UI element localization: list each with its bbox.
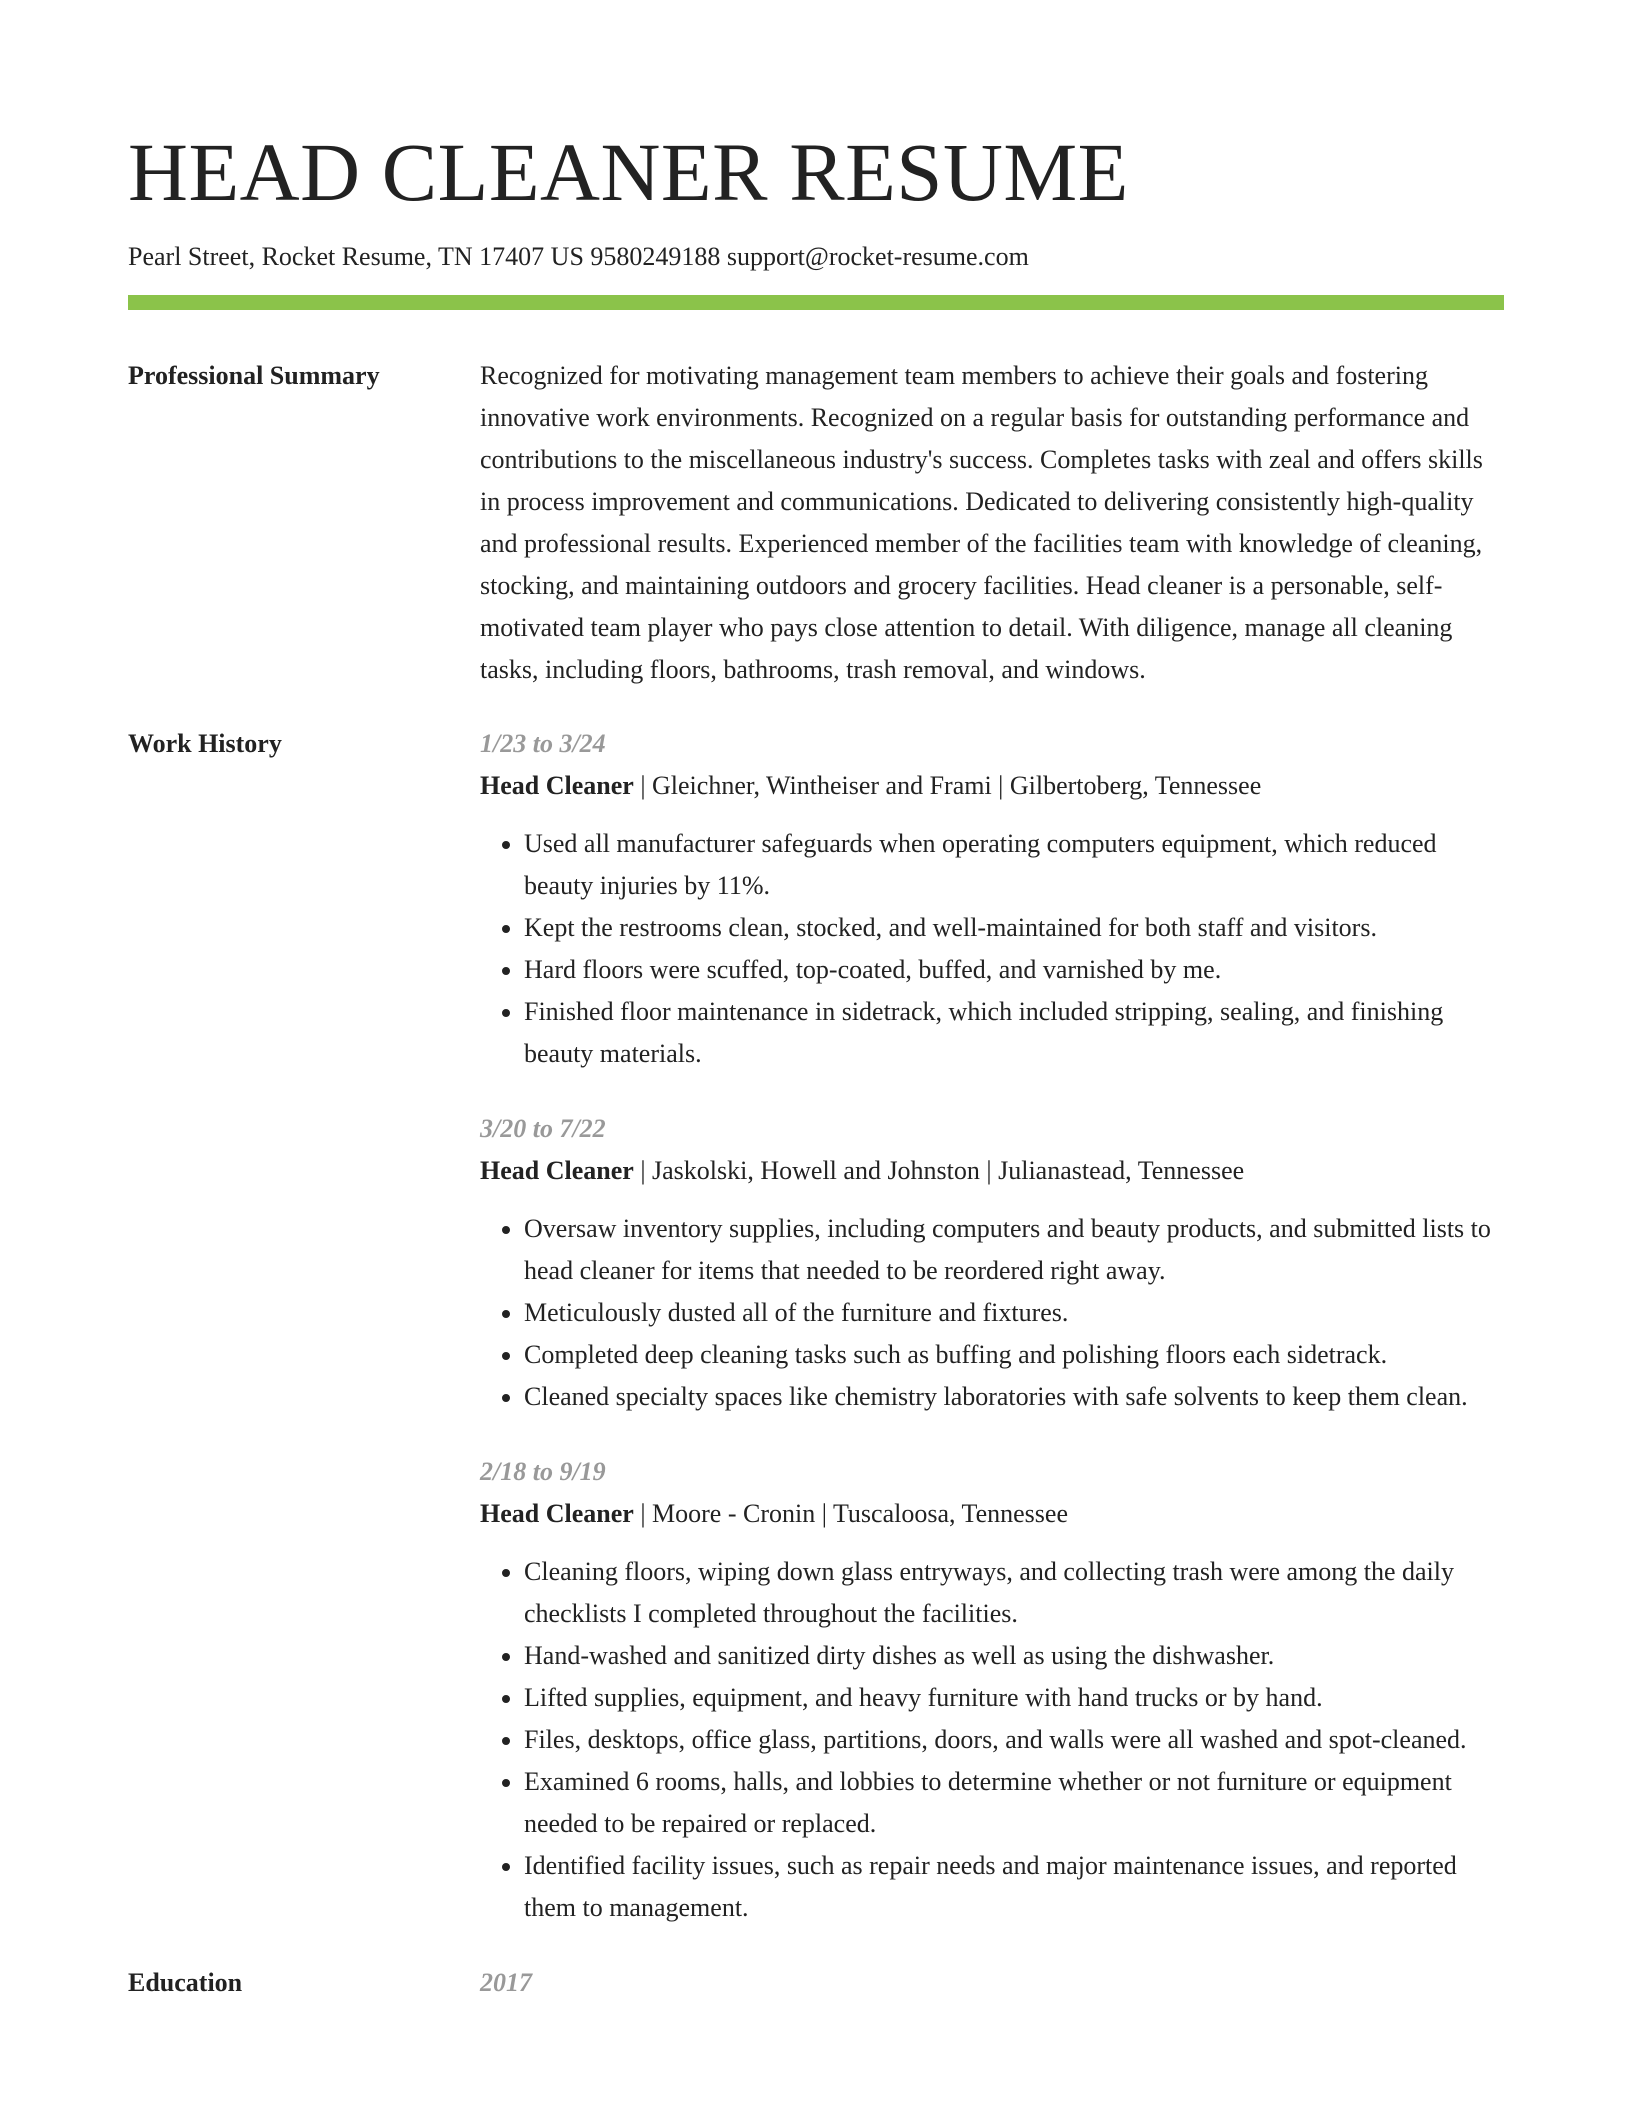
job-bullet-list	[480, 1551, 1504, 1929]
job-bullet: • Identified facility issues, such as repair needs and major maintenance issues, and reported them to management.	[524, 1845, 1504, 1929]
contact-line: Pearl Street, Rocket Resume, TN 17407 US 9580249188 support@rocket-resume.com	[128, 242, 1029, 271]
job-bullet: • Used all manufacturer safeguards when operating computers equipment, which reduced beauty injuries by 11%.	[524, 823, 1504, 907]
resume-page	[128, 0, 1504, 2004]
job-employer-location: | Jaskolski, Howell and Johnston | Julianastead, Tennessee	[633, 1156, 1245, 1185]
job-bullet: • Examined 6 rooms, halls, and lobbies to determine whether or not furniture or equipment needed to be repaired or replaced.	[524, 1761, 1504, 1845]
job-bullet: • Hand-washed and sanitized dirty dishes as well as using the dishwasher.	[524, 1635, 1504, 1677]
section-label-work-history: Work History	[128, 729, 282, 758]
job-bullet: • Finished floor maintenance in sidetrack, which included stripping, sealing, and finishing beauty materials.	[524, 991, 1504, 1075]
education-date: 2017	[480, 1968, 532, 1997]
job-title: Head Cleaner	[480, 1156, 634, 1185]
job-entry	[480, 723, 1504, 1075]
job-bullet: • Cleaned specialty spaces like chemistry laboratories with safe solvents to keep them clean.	[524, 1376, 1504, 1418]
job-bullet: • Kept the restrooms clean, stocked, and well-maintained for both staff and visitors.	[524, 907, 1504, 949]
job-bullet: • Oversaw inventory supplies, including computers and beauty products, and submitted lists to head cleaner for items that needed to be reordered right away.	[524, 1208, 1504, 1292]
professional-summary-section	[128, 355, 1504, 691]
job-employer-location: | Gleichner, Wintheiser and Frami | Gilbertoberg, Tennessee	[633, 771, 1262, 800]
job-bullet-list	[480, 823, 1504, 1075]
job-entry	[480, 1108, 1504, 1418]
section-label-professional-summary: Professional Summary	[128, 361, 380, 390]
job-heading	[480, 1150, 1504, 1192]
job-dates: 2/18 to 9/19	[480, 1457, 606, 1486]
job-heading	[480, 765, 1504, 807]
job-dates: 1/23 to 3/24	[480, 729, 606, 758]
job-dates: 3/20 to 7/22	[480, 1114, 606, 1143]
job-title: Head Cleaner	[480, 771, 634, 800]
section-label-education: Education	[128, 1968, 243, 1997]
header-divider	[128, 295, 1504, 310]
job-bullet: • Meticulously dusted all of the furniture and fixtures.	[524, 1292, 1504, 1334]
job-heading	[480, 1493, 1504, 1535]
job-bullet-list	[480, 1208, 1504, 1418]
education-section	[128, 1962, 1504, 2004]
job-bullet: • Hard floors were scuffed, top-coated, buffed, and varnished by me.	[524, 949, 1504, 991]
job-employer-location: | Moore - Cronin | Tuscaloosa, Tennessee	[633, 1499, 1068, 1528]
job-bullet: • Completed deep cleaning tasks such as buffing and polishing floors each sidetrack.	[524, 1334, 1504, 1376]
job-bullet: • Lifted supplies, equipment, and heavy furniture with hand trucks or by hand.	[524, 1677, 1504, 1719]
work-history-section	[128, 723, 1504, 1962]
summary-text: Recognized for motivating management team members to achieve their goals and fostering innovative work environments. Recognized on a regular basis for outstanding performance and contributions to the miscellaneous industry's success. Completes tasks with zeal and offers skills in process improvement and communications. Dedicated to delivering consistently high-quality and professional results. Experienced member of the facilities team with knowledge of cleaning, stocking, and maintaining outdoors and grocery facilities. Head cleaner is a personable, self-motivated team player who pays close attention to detail. With diligence, manage all cleaning tasks, including floors, bathrooms, trash removal, and windows.	[480, 361, 1483, 684]
job-bullet: • Files, desktops, office glass, partitions, doors, and walls were all washed and spot-cleaned.	[524, 1719, 1504, 1761]
job-entry	[480, 1451, 1504, 1929]
resume-title: HEAD CLEANER RESUME	[128, 126, 1129, 218]
job-title: Head Cleaner	[480, 1499, 634, 1528]
job-bullet: • Cleaning floors, wiping down glass entryways, and collecting trash were among the daily checklists I completed throughout the facilities.	[524, 1551, 1504, 1635]
